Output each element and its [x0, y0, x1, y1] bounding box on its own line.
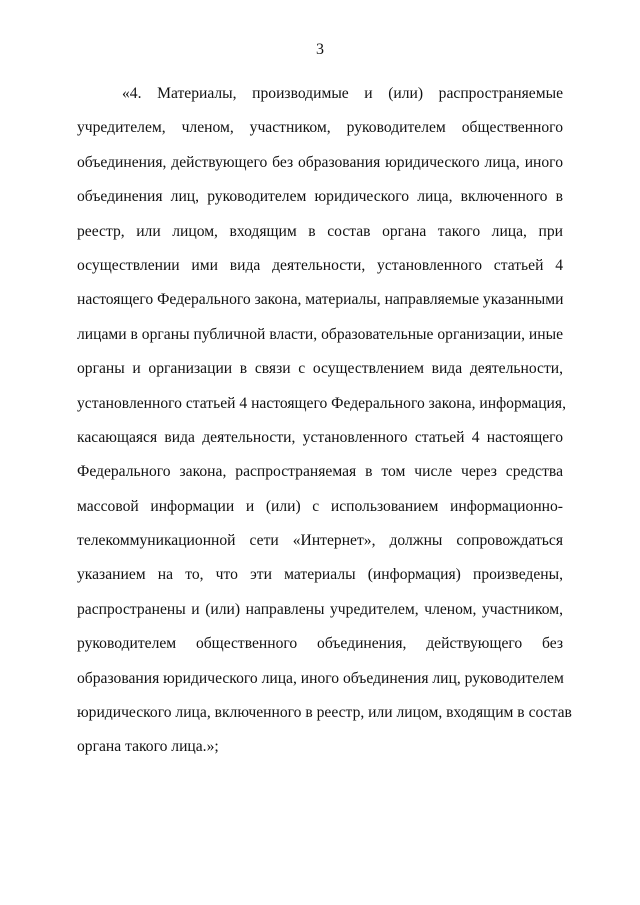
paragraph-line: лицами в органы публичной власти, образовательные организации, иные — [77, 325, 563, 343]
paragraph-line: руководителем общественного объединения, действующего без — [77, 635, 563, 653]
paragraph-line: учредителем, членом, участником, руководителем общественного — [77, 119, 563, 137]
paragraph-line: массовой информации и (или) с использованием информационно- — [77, 497, 563, 515]
paragraph-line: касающаяся вида деятельности, установленного статьей 4 настоящего — [77, 428, 563, 446]
paragraph-line: настоящего Федерального закона, материалы, направляемые указанными — [77, 291, 564, 309]
paragraph-line: образования юридического лица, иного объединения лиц, руководителем — [77, 669, 564, 687]
paragraph-line: Федерального закона, распространяемая в том числе через средства — [77, 463, 563, 481]
paragraph-line: органы и организации в связи с осуществлением вида деятельности, — [77, 360, 563, 378]
paragraph-line: реестр, или лицом, входящим в состав органа такого лица, при — [77, 222, 563, 240]
paragraph-line: объединения, действующего без образования юридического лица, иного — [77, 153, 563, 171]
paragraph-line: объединения лиц, руководителем юридического лица, включенного в — [77, 188, 563, 206]
amendment-paragraph — [77, 77, 572, 765]
paragraph-line: «4. Материалы, производимые и (или) распространяемые — [122, 85, 563, 102]
page-number: 3 — [316, 41, 324, 58]
paragraph-line: юридического лица, включенного в реестр, или лицом, входящим в состав — [77, 704, 572, 722]
paragraph-line: распространены и (или) направлены учредителем, членом, участником, — [77, 600, 563, 618]
paragraph-line: установленного статьей 4 настоящего Федерального закона, информация, — [77, 394, 566, 412]
paragraph-line: указанием на то, что эти материалы (информация) произведены, — [77, 566, 563, 584]
paragraph-line: телекоммуникационной сети «Интернет», должны сопровождаться — [77, 532, 563, 550]
paragraph-line: органа такого лица.»; — [77, 738, 219, 756]
paragraph-line: осуществлении ими вида деятельности, установленного статьей 4 — [77, 256, 563, 274]
